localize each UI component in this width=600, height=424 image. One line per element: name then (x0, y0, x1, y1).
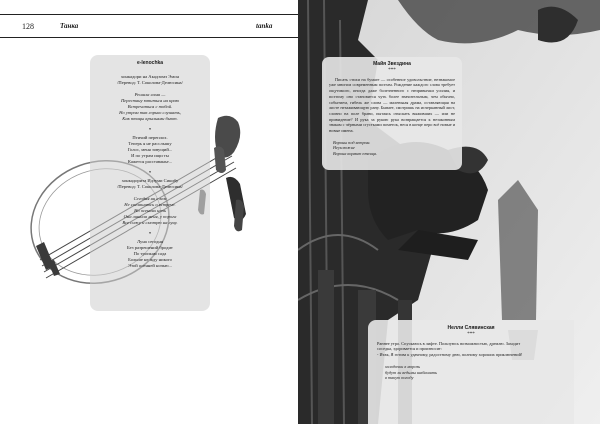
tanka-poem (90, 239, 210, 269)
poem-line: Луна сегодня (137, 239, 163, 244)
source-note: хонкадори на Акадзомэ Эмон (121, 74, 179, 79)
poem-line: Встречаться с тобой. (127, 104, 173, 109)
poem-line: Теперь я не расслышу (128, 141, 172, 146)
poem-line: Ворона кормит птенца. (333, 151, 378, 157)
haiku-poem (377, 364, 565, 381)
separator-star: * (148, 127, 152, 132)
translator-note: /Перевод: Т. Соколова-Делюсина/ (117, 80, 183, 85)
poem-line: Птичий переплох. (132, 135, 168, 140)
poem-line: Не соглашаюсь о встрече. (124, 202, 176, 207)
poem-line: Как птицы крыльями бьют. (122, 116, 178, 121)
poem-line: Решила сама — (134, 92, 166, 97)
poem-line: Без разрешений бродит (127, 245, 173, 250)
page-number-left: 128 (22, 22, 34, 31)
poem-line: Но утром так горько слушать, (119, 110, 181, 115)
poem-line: в такую погоду (385, 375, 414, 381)
poem-line: Вороны под ветром. (333, 139, 371, 145)
prose-line: соседка, здоровается и произносит: (377, 346, 442, 352)
poem-line: будут ли ведьмы шабашить (385, 369, 437, 375)
poem-line: Она лишила меня, у порога (123, 214, 177, 219)
haibun-card-bottom (368, 320, 574, 424)
poem-line: Больше не жду никого (128, 257, 172, 262)
poem-line: Неуклюжие (333, 145, 355, 151)
author-name: e-lenochka (136, 60, 164, 66)
prose-line: - Итак, Я готова к удачному, радостному дню, полному хороших приключений! (377, 352, 523, 358)
author-name: Майя Звездина (373, 61, 411, 67)
poem-line: По тропкам сада (133, 251, 167, 256)
poem-line: Этой осенней ночью... (128, 263, 172, 268)
poem-line: Все сижу и смотрю на луну. (122, 220, 178, 225)
poem-line: Но осенних ночь (134, 208, 166, 213)
poem-line: И по утрам ищи ты (131, 153, 169, 158)
poem-line: Кажется расставанье... (127, 159, 173, 164)
tanka-poem (90, 196, 210, 226)
tanka-poem (90, 92, 210, 122)
separator-stars: *** (467, 331, 475, 337)
translator-note: /Перевод: Т. Соколова-Делюсина/ (117, 184, 183, 189)
source-note: хонкадорита Идзуми Сикибу (121, 178, 179, 183)
separator-stars: *** (388, 67, 396, 73)
prose-paragraph (377, 341, 565, 358)
tanka-poem (90, 135, 210, 165)
prose-paragraph: Писать стихи на бумаге — особенное удовольствие, незнакомое уже многим современным поэтам. Рождение каждого слова требует ощутимого, иногда даже болезненного с непривычки усилия, и поэтому оно становится чуть более значительным, чем обычно, событием, гибель же слова — маленькая драма, оставляющая на листе незаживающую рану. Бывает, смотришь на исчерканный лист, словно на поле брани, пытаясь отыскать выживших — или не привидение? И рука за рукою рука возвращается к незаконным знакам с чёрными сгустками пометок, неся в конце перо всё новые и новые имена. (329, 76, 456, 134)
author-name: Нелли Слявинская (447, 325, 495, 331)
section-title-left: Танка (60, 22, 79, 30)
left-poetry-card (90, 55, 210, 311)
separator-star: * (148, 231, 152, 236)
poem-line: Голос, меня зовущий... (127, 147, 173, 152)
separator-star: * (148, 170, 152, 175)
poem-line: Перестану ютиться на краю (120, 98, 180, 103)
prose-line: Раннее утро. Спускаюсь в лифте. Пользуюсь возможностью, дремлю. Заходит (377, 340, 521, 346)
section-label-left: tanka (256, 22, 273, 30)
poem-line: холодочки в морозь (385, 363, 421, 369)
poem-line: Сегодня ни с кем (133, 196, 167, 201)
haiku-poem (329, 140, 455, 157)
haibun-card-top (322, 57, 462, 170)
